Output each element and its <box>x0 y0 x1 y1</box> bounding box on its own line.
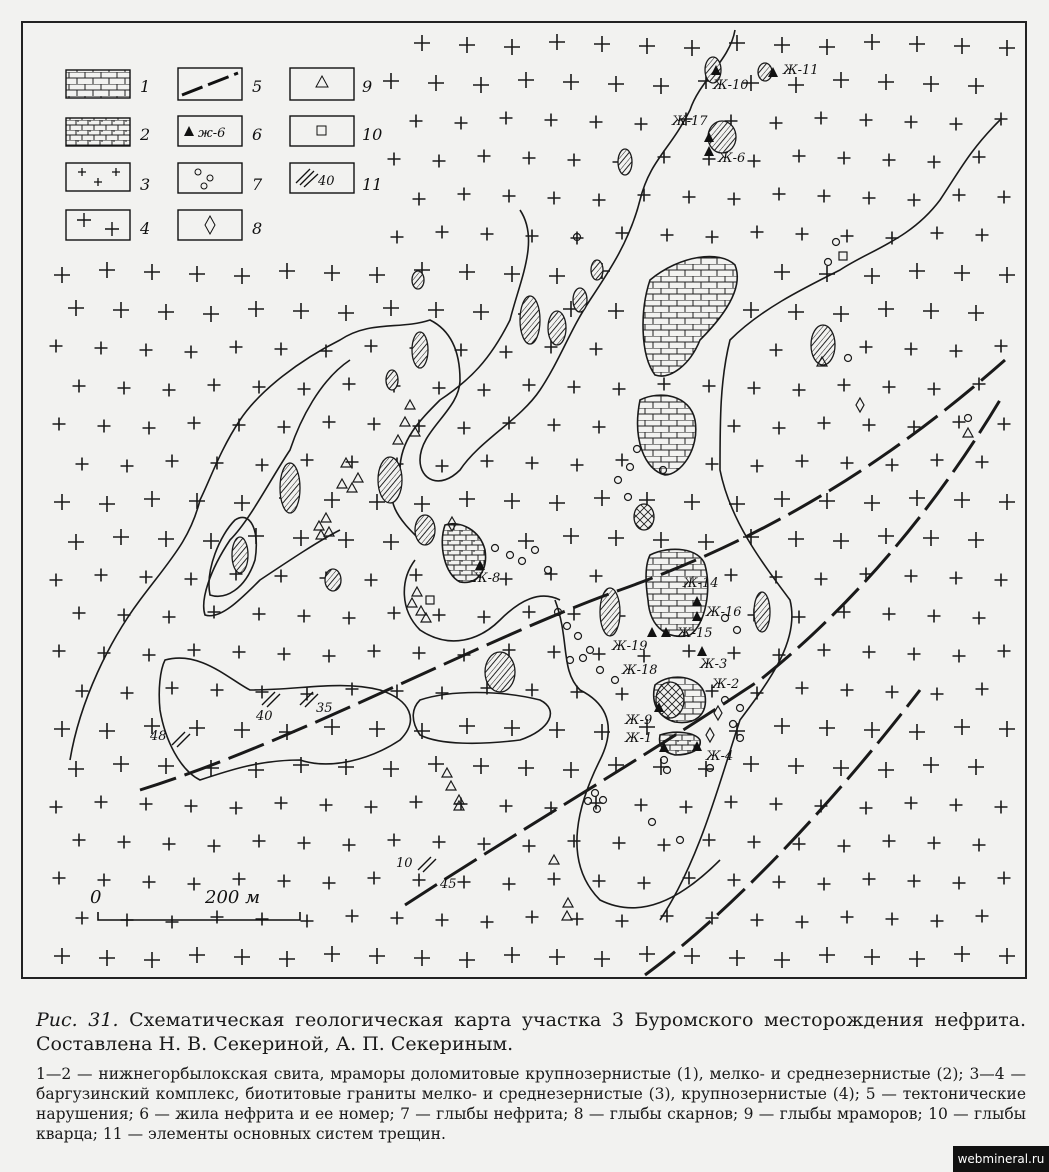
vein-label: Ж-8 <box>473 571 501 586</box>
skarn-blocks-swatch <box>178 210 242 240</box>
legend-num: 11 <box>362 175 383 194</box>
legend-num: 7 <box>252 175 263 194</box>
figure-caption <box>36 1008 1026 1144</box>
granite-fine-swatch <box>66 163 130 191</box>
caption-title: Схематическая геологическая карта участка 3 Буромского месторождения нефрита. Составлена Н. В. Секериной, А. П. Секериным. <box>36 1009 1026 1055</box>
dip-label: 45 <box>440 877 457 892</box>
caption-legend-text: 1—2 — нижнегорбылокская свита, мраморы доломитовые крупнозернистые (1), мелко- и среднезернистые (2); 3—4 — баргузинский комплекс, биотитовые граниты мелко- и среднезернистые (3), крупнозернистые (4); 5 — тектонические нарушения; 6 — жила нефрита и ее номер; 7 — глыбы нефрита; 8 — глыбы скарнов; 9 — глыбы мраморов; 10 — глыбы кварца; 11 — элементы основных систем трещин. <box>36 1065 1026 1143</box>
legend-num: 8 <box>252 219 263 238</box>
map-frame <box>22 22 1026 978</box>
vein-label: Ж-6 <box>718 151 746 166</box>
dip-label: 35 <box>316 701 333 716</box>
lens <box>634 504 654 530</box>
legend-num: 4 <box>140 219 151 238</box>
vein-label: Ж-1 <box>625 731 653 746</box>
vein-label: Ж-3 <box>700 657 728 672</box>
lens <box>618 149 632 175</box>
lens <box>573 288 587 312</box>
legend-num: 3 <box>140 175 151 194</box>
quartz-blocks-swatch <box>290 116 354 146</box>
dip-label: 40 <box>256 709 273 724</box>
marble-blocks-swatch <box>290 68 354 100</box>
vein-label: Ж-10 <box>713 78 749 93</box>
lens <box>415 515 435 545</box>
nephrite-blocks-swatch <box>178 163 242 193</box>
scale-zero: 0 <box>90 887 102 908</box>
lens <box>548 311 566 345</box>
vein-label: Ж-2 <box>712 677 740 692</box>
vein-label: Ж-19 <box>612 639 648 654</box>
legend-num: 6 <box>252 125 263 144</box>
marble-fine-swatch <box>66 118 130 146</box>
legend-num: 9 <box>362 77 373 96</box>
lens <box>485 652 515 692</box>
watermark: webmineral.ru <box>953 1146 1049 1172</box>
lens <box>412 332 428 368</box>
legend-vein-sample: ж-6 <box>198 126 226 141</box>
vein-label: Ж-11 <box>783 63 819 78</box>
marble-coarse-swatch <box>66 70 130 98</box>
lens <box>708 121 736 153</box>
lens <box>656 682 684 718</box>
vein-label: Ж-4 <box>706 749 734 764</box>
caption-title-block <box>36 1008 1026 1056</box>
legend-num: 1 <box>140 77 151 96</box>
vein-label: Ж-16 <box>706 605 742 620</box>
scale-label: 200 м <box>205 887 261 908</box>
lens <box>386 370 398 390</box>
lens <box>232 537 248 573</box>
vein-label: Ж-17 <box>672 114 708 129</box>
dip-label: 48 <box>150 729 167 744</box>
dip-label: 10 <box>396 856 413 871</box>
vein-label: Ж-18 <box>622 663 658 678</box>
legend-fracture-sample: 40 <box>318 174 335 189</box>
vein-label: Ж-14 <box>683 576 719 591</box>
lens <box>378 457 402 503</box>
figure-number: Рис. 31. <box>36 1009 119 1031</box>
granite-coarse-swatch <box>66 210 130 240</box>
legend-num: 10 <box>362 125 383 144</box>
vein-label: Ж-9 <box>625 713 653 728</box>
lens <box>280 463 300 513</box>
lens <box>520 296 540 344</box>
lens <box>754 592 770 632</box>
vein-label: Ж-15 <box>677 626 713 641</box>
legend-num: 5 <box>252 77 263 96</box>
marble-body-vein14 <box>646 549 708 636</box>
lens <box>758 63 772 81</box>
lens <box>591 260 603 280</box>
lens <box>412 271 424 289</box>
legend-num: 2 <box>140 125 151 144</box>
lens <box>325 569 341 591</box>
